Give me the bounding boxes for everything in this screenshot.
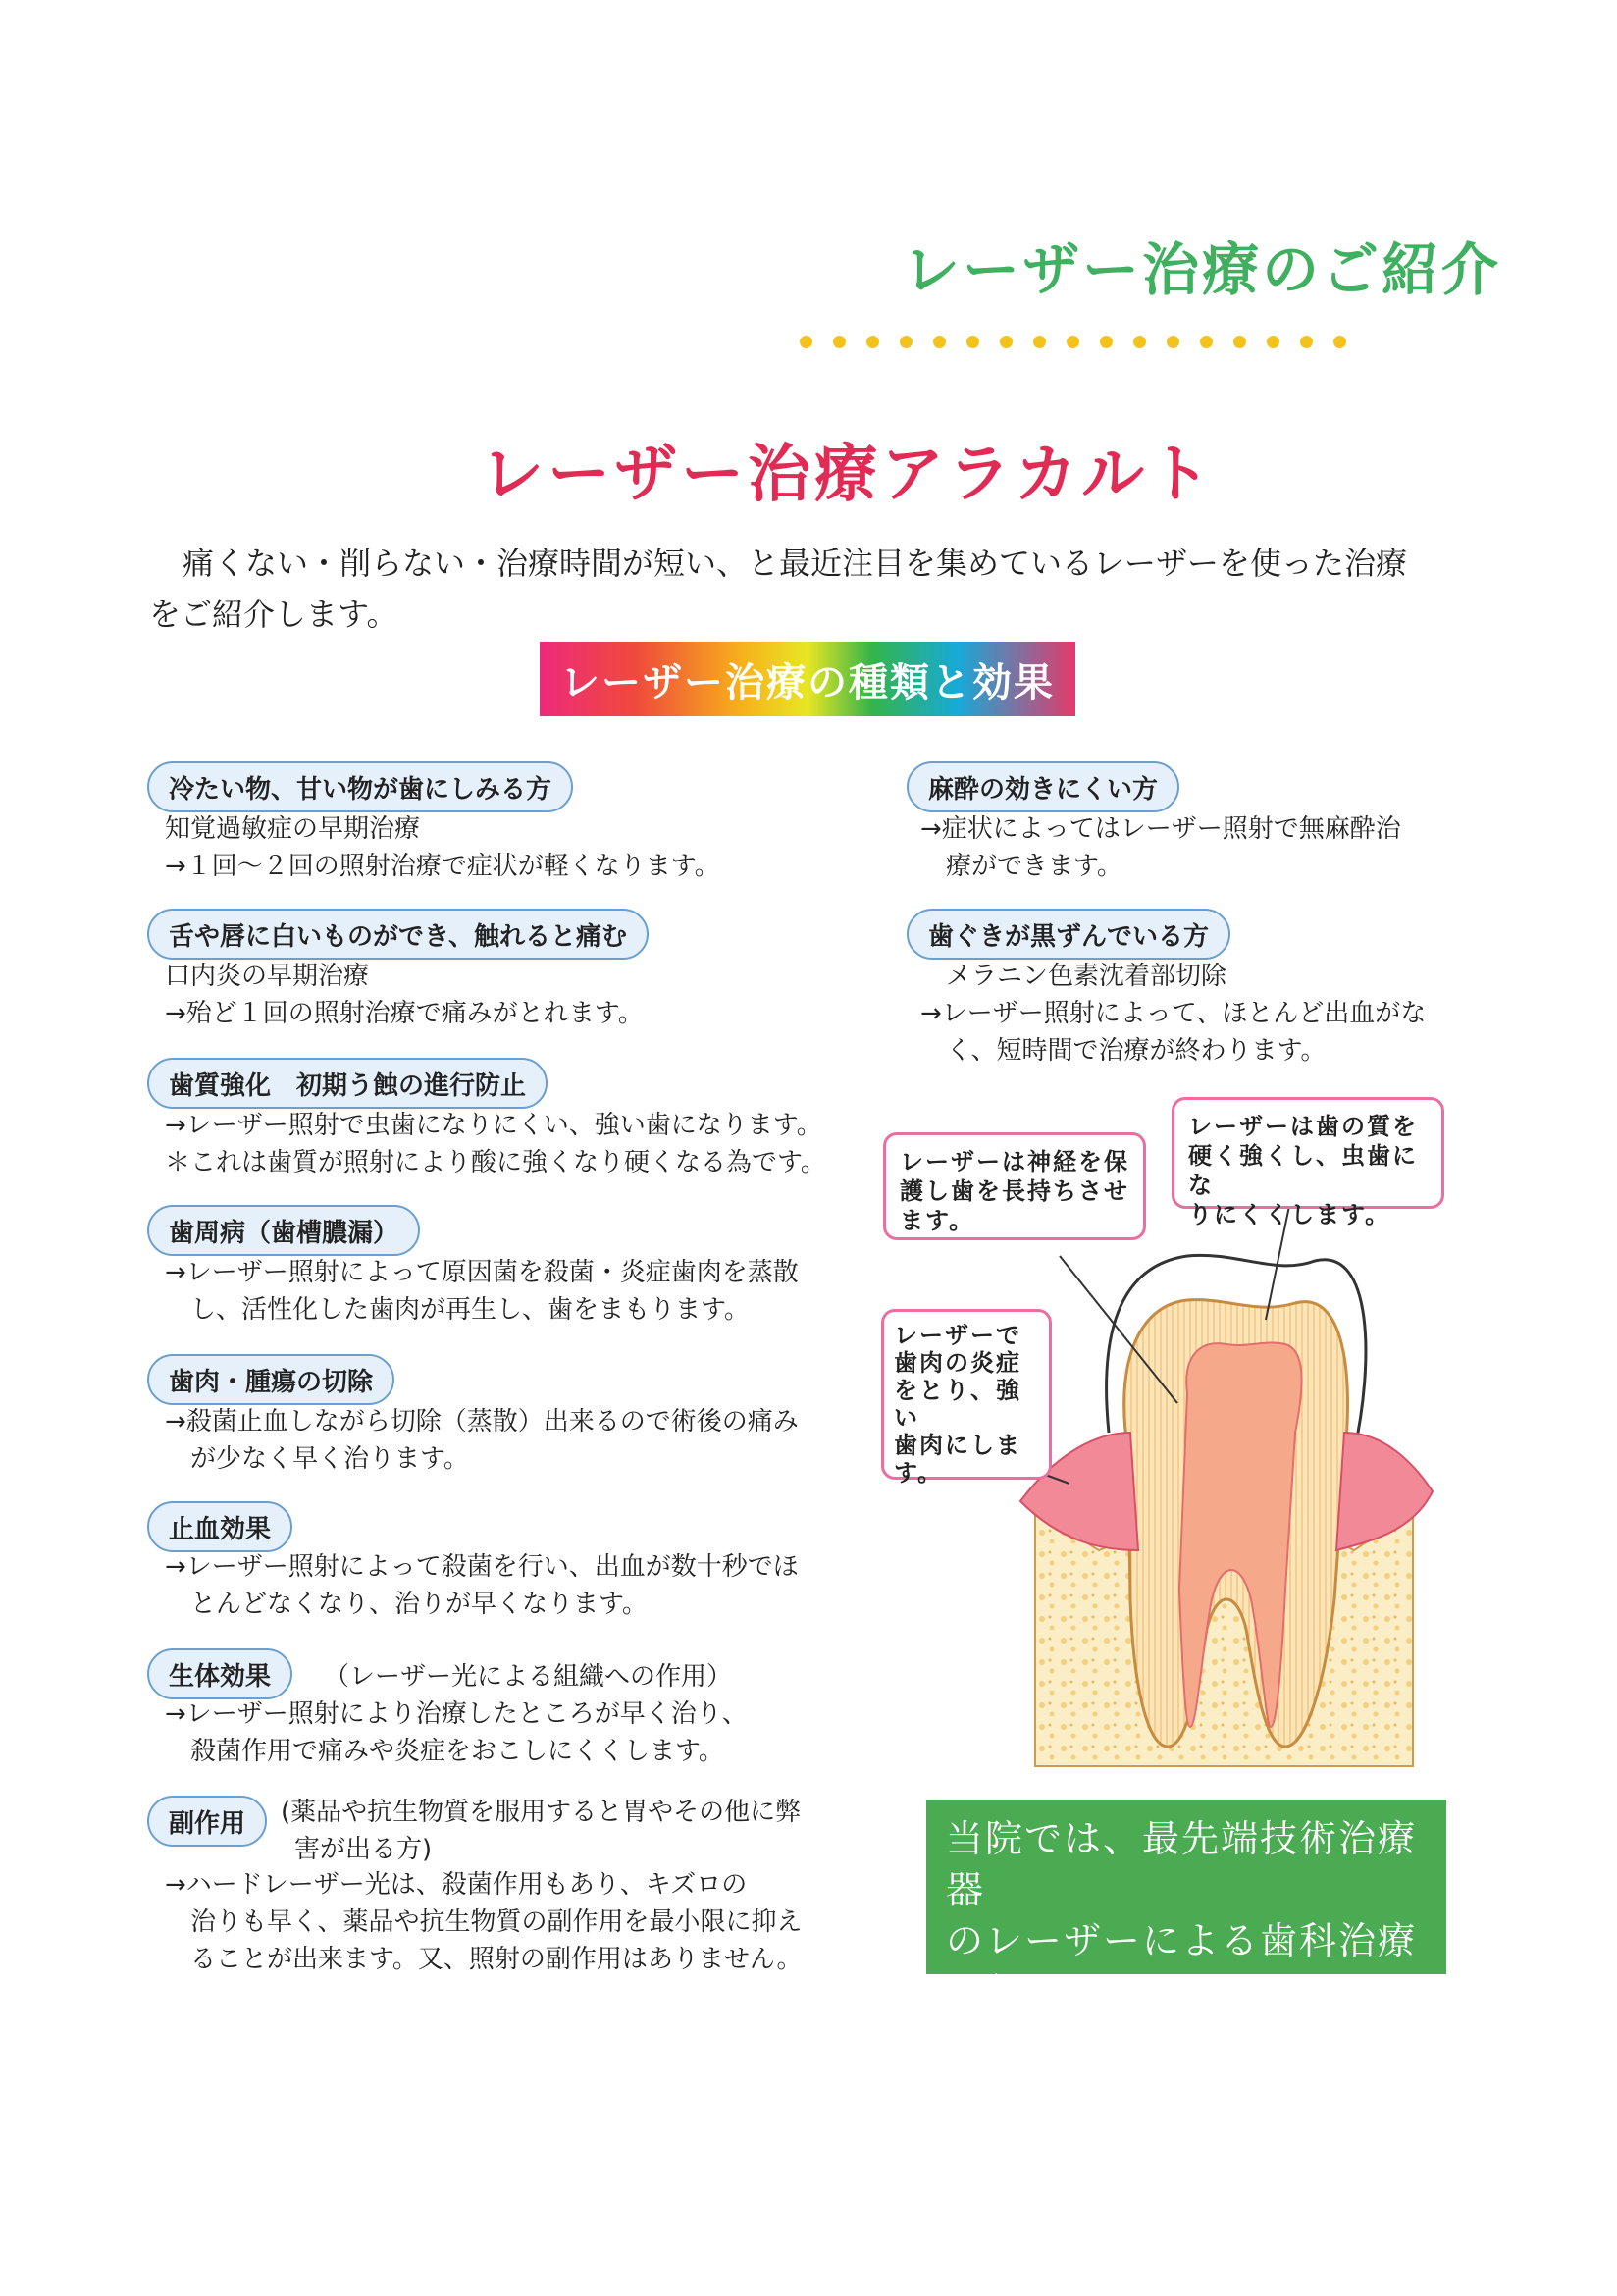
callout-tooth-quality: レーザーは歯の質を 硬く強くし、虫歯にな りにくくします。: [1172, 1097, 1444, 1209]
body-anesthesia: →症状によってはレーザー照射で無麻酔治 療ができます。: [920, 814, 1401, 881]
page-title: レーザー治療アラカルト: [481, 439, 1215, 511]
body-side-effect: →ハードレーザー光は、殺菌作用もあり、キズロの 治りも早く、薬品や抗生物質の副作用を最小限に抑え ることが出来ます。又、照射の副作用はありません。: [165, 1870, 803, 1974]
pill-stomatitis: 舌や唇に白いものができ、触れると痛む: [147, 909, 649, 960]
pill-excision: 歯肉・腫瘍の切除: [147, 1354, 394, 1405]
body-enamel: →レーザー照射で虫歯になりにくい、強い歯になります。 ＊これは歯質が照射により酸に強くなり硬くなる為です。: [165, 1111, 826, 1177]
pill-hemostasis: 止血効果: [147, 1501, 292, 1552]
body-periodontal: →レーザー照射によって原因菌を殺菌・炎症歯肉を蒸散 し、活性化した歯肉が再生し、歯をまもります。: [165, 1258, 799, 1325]
body-dark-gums: メラニン色素沈着部切除 →レーザー照射によって、ほとんど出血がな く、短時間で治療が終わります。: [920, 962, 1427, 1066]
pill-anesthesia: 麻酔の効きにくい方: [907, 761, 1179, 812]
body-hemostasis: →レーザー照射によって殺菌を行い、出血が数十秒でほ とんどなくなり、治りが早くなります。: [165, 1552, 799, 1619]
dot-divider: [800, 336, 1346, 351]
body-excision: →殺菌止血しながら切除（蒸散）出来るので術後の痛み が少なく早く治ります。: [165, 1407, 799, 1474]
callout-gum: レーザーで 歯肉の炎症 をとり、強い 歯肉にしま す。: [881, 1309, 1052, 1480]
intro-text: [149, 538, 1464, 640]
body-stomatitis: 口内炎の早期治療 →殆ど１回の照射治療で痛みがとれます。: [165, 962, 644, 1028]
note-bio-effect: （レーザー光による組織への作用）: [324, 1662, 733, 1692]
intro-line-2: をご紹介します。: [149, 596, 398, 633]
callout-nerve: レーザーは神経を保 護し歯を長持ちさせ ます。: [883, 1132, 1146, 1240]
pill-side-effect: 副作用: [147, 1796, 267, 1847]
gum-right: [1336, 1433, 1433, 1550]
clinic-message: 当院では、最先端技術治療器 のレーザーによる歯科治療 を行っております。: [926, 1800, 1446, 1974]
body-bio-effect: →レーザー照射により治療したところが早く治り、 殺菌作用で痛みや炎症をおこしにくくします。: [165, 1699, 748, 1766]
note-side-effect: (薬品や抗生物質を服用すると胃やその他に弊 害が出る方): [281, 1798, 802, 1864]
header-title: レーザー治療のご紹介: [903, 236, 1502, 303]
pill-bio-effect: 生体効果: [147, 1648, 292, 1699]
body-sensitivity: 知覚過敏症の早期治療 →１回～２回の照射治療で症状が軽くなります。: [165, 814, 720, 881]
pill-sensitivity: 冷たい物、甘い物が歯にしみる方: [147, 761, 573, 812]
pill-periodontal: 歯周病（歯槽膿漏）: [147, 1205, 420, 1256]
pill-enamel: 歯質強化 初期う蝕の進行防止: [147, 1058, 548, 1109]
intro-line-1: 痛くない・削らない・治療時間が短い、と最近注目を集めているレーザーを使った治療: [183, 545, 1408, 582]
pill-dark-gums: 歯ぐきが黒ずんでいる方: [907, 909, 1230, 960]
section-banner: レーザー治療の種類と効果: [540, 642, 1075, 716]
